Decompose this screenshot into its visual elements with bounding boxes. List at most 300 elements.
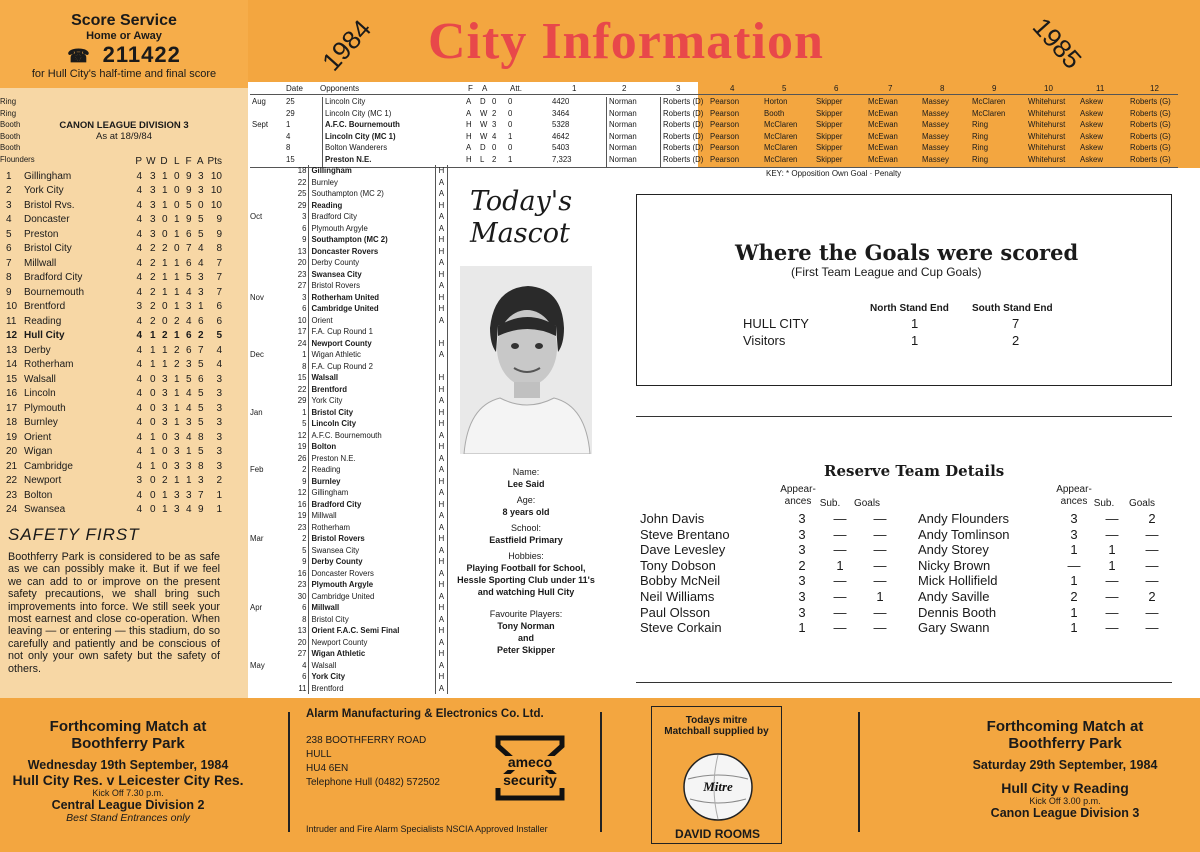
results-cell: 1 — [286, 120, 291, 130]
fixture-cell: H — [435, 372, 447, 384]
fixture-cell: A — [435, 683, 447, 695]
league-cell: 0 — [161, 446, 168, 458]
league-cell: 3 — [197, 185, 204, 197]
fixture-cell: Bradford City — [309, 499, 435, 511]
reserve-player-stat: — — [1105, 620, 1119, 636]
goals-title: Where the Goals were scored — [735, 240, 1079, 265]
league-col-header: W — [146, 156, 156, 167]
fixture-cell — [248, 487, 282, 499]
fixture-row — [248, 177, 448, 189]
fixture-cell: Derby County — [309, 257, 435, 269]
footer-divider — [600, 712, 602, 832]
fixture-cell: Apr — [250, 603, 263, 613]
fixture-cell — [248, 476, 282, 488]
fixture-cell: May — [250, 660, 265, 670]
league-cell: 1 — [149, 330, 156, 342]
fixture-row — [248, 568, 448, 580]
reserve-player-stat: — — [1145, 620, 1159, 636]
league-cell: 1 — [173, 330, 180, 342]
fixture-cell: Plymouth Argyle — [309, 579, 435, 591]
reserve-player-stat: — — [833, 542, 847, 558]
league-cell: 6 — [185, 330, 192, 342]
reserve-player-name: John Davis — [640, 511, 705, 526]
score-service-panel — [0, 0, 248, 88]
league-cell: 9 — [216, 228, 222, 240]
results-col-header: 6 — [834, 84, 839, 93]
results-cell: Ring — [972, 143, 989, 153]
fixture-cell — [248, 545, 282, 557]
league-cell: 3 — [173, 460, 180, 472]
league-cell: 1 — [185, 475, 192, 487]
results-cell: Roberts (D) — [660, 120, 703, 132]
league-cell: 1 — [149, 431, 156, 443]
league-cell: 1 — [161, 257, 168, 269]
goals-team: HULL CITY — [743, 316, 809, 331]
reserve-player-stat: 3 — [798, 604, 806, 620]
results-cell: D — [480, 143, 486, 153]
league-cell: 2 — [149, 301, 156, 313]
results-cell: Lincoln City — [322, 97, 365, 109]
fixture-cell: 19 — [297, 442, 307, 452]
fixture-cell: Bolton — [309, 441, 435, 453]
results-cell: 15 — [286, 155, 295, 164]
league-cell: 2 — [149, 286, 156, 298]
reserve-player-stat: — — [833, 604, 847, 620]
league-cell: 0 — [173, 243, 180, 255]
fixture-cell: H — [435, 579, 447, 591]
goals-north-header: North Stand End — [870, 303, 949, 314]
fixture-cell: H — [435, 648, 447, 660]
fixture-cell: H — [435, 556, 447, 568]
fixture-cell: H — [435, 234, 447, 246]
league-cell: 0 — [161, 214, 168, 226]
results-cell: H — [466, 155, 472, 164]
results-cell: Askew — [1080, 120, 1103, 130]
results-col-header: 5 — [782, 84, 787, 93]
league-row — [4, 300, 224, 315]
mascot-portrait-icon — [460, 266, 592, 454]
fm-left-competition: Central League Division 2 — [51, 798, 205, 812]
results-cell: Lincoln City (MC 1) — [322, 109, 391, 121]
league-team-name: Reading — [24, 315, 62, 327]
reserve-player-stat: 3 — [798, 511, 806, 526]
fixture-cell: Swansea City — [309, 269, 435, 281]
league-cell: 19 — [6, 431, 18, 443]
league-cell: 6 — [216, 301, 222, 313]
fixture-cell: Orient F.A.C. Semi Final — [309, 625, 435, 637]
results-cell: McEwan — [868, 131, 898, 141]
fixture-cell: A — [435, 280, 447, 292]
goals-team: Visitors — [743, 333, 786, 348]
fixture-cell — [248, 671, 282, 683]
results-cell: 2 — [492, 155, 497, 164]
fixture-cell: A — [435, 430, 447, 442]
league-team-name: Hull City — [24, 330, 65, 342]
fixture-row — [248, 476, 448, 488]
footer-divider — [288, 712, 290, 832]
league-cell: 5 — [6, 228, 12, 240]
results-cell: McClaren — [764, 131, 798, 141]
league-cell: 1 — [149, 344, 156, 356]
league-cell: 5 — [185, 373, 192, 385]
divider — [636, 416, 1172, 417]
league-team-name: Bradford City — [24, 272, 83, 284]
league-col-header: Pts — [207, 156, 222, 167]
league-cell: 4 — [197, 257, 204, 269]
results-cell: Whitehurst — [1028, 131, 1066, 141]
ameco-shield-icon — [490, 728, 570, 808]
fixture-cell — [248, 372, 282, 384]
fixture-cell: 3 — [302, 292, 307, 302]
league-team-name: Millwall — [24, 257, 57, 269]
forthcoming-match-right — [940, 718, 1190, 820]
results-col-header: A — [482, 84, 488, 93]
league-cell: 4 — [136, 344, 143, 356]
fixture-cell: Newport County — [309, 338, 435, 350]
matchball-sponsor — [651, 706, 782, 844]
league-cell: 9 — [216, 214, 222, 226]
results-cell: 0 — [492, 143, 497, 153]
fixture-cell — [248, 556, 282, 568]
results-cell: Massey — [922, 120, 949, 130]
results-col-header: 10 — [1044, 84, 1053, 93]
reserve-player-stat: 2 — [1070, 589, 1078, 604]
league-cell: 4 — [136, 170, 143, 182]
results-cell: W — [480, 120, 488, 130]
results-cell: Bolton Wanderers — [322, 143, 387, 155]
fixture-cell: 27 — [297, 281, 307, 291]
league-cell: 2 — [173, 315, 180, 327]
score-service-number — [0, 42, 248, 68]
fixture-cell: 20 — [297, 258, 307, 268]
fixture-cell — [248, 568, 282, 580]
fixture-cell: 19 — [297, 511, 307, 521]
fixture-cell: 23 — [297, 522, 307, 532]
goals-south-value: 2 — [1012, 333, 1020, 348]
reserve-col-header: Sub. — [1093, 498, 1115, 509]
league-cell: 4 — [197, 243, 204, 255]
league-cell: 16 — [6, 388, 18, 400]
reserve-player-name: Paul Olsson — [640, 604, 711, 620]
results-cell: McClaren — [764, 143, 798, 153]
fixture-cell: Orient — [309, 315, 435, 327]
league-cell: 3 — [173, 489, 180, 501]
fixture-cell — [248, 303, 282, 315]
score-phone-number: 211422 — [102, 42, 181, 67]
fixture-cell: Jan — [250, 407, 263, 417]
fixture-cell: Burnley — [309, 476, 435, 488]
fixture-cell: A — [435, 522, 447, 534]
league-cell: 4 — [136, 504, 143, 516]
fixture-cell: 2 — [302, 465, 307, 475]
results-cell: W — [480, 131, 488, 141]
league-cell: 1 — [185, 446, 192, 458]
results-cell: Askew — [1080, 108, 1103, 118]
fixture-cell: 18 — [297, 166, 307, 176]
fixture-cell: Walsall — [309, 372, 435, 384]
results-cell: Whitehurst — [1028, 120, 1066, 130]
reserve-player-stat: — — [833, 511, 847, 526]
fixture-cell: 27 — [297, 649, 307, 659]
results-month: Sept — [252, 120, 269, 130]
results-cell: Norman — [606, 132, 637, 144]
league-cell: 1 — [161, 504, 168, 516]
league-cell: 3 — [149, 185, 156, 197]
league-cell: 3 — [197, 286, 204, 298]
league-cell: 23 — [6, 489, 18, 501]
phone-icon: ☎ — [67, 46, 91, 66]
league-cell: 2 — [149, 315, 156, 327]
results-cell: Askew — [1080, 143, 1103, 153]
results-cell: Whitehurst — [1028, 108, 1066, 118]
fixture-cell — [248, 648, 282, 660]
results-cell: Skipper — [816, 143, 843, 153]
league-cell: 4 — [216, 359, 222, 371]
league-team-name: Preston — [24, 228, 59, 240]
results-cell: Skipper — [816, 155, 843, 164]
results-cell: Norman — [606, 109, 637, 121]
fixture-cell: 30 — [297, 591, 307, 601]
fixture-row — [248, 395, 448, 407]
reserve-player-stat: 1 — [1070, 542, 1078, 558]
league-cell: 3 — [216, 431, 222, 443]
fixture-row — [248, 510, 448, 522]
matchball-supplied: Matchball supplied by — [664, 726, 769, 737]
mascot-title — [470, 186, 572, 250]
fixture-cell: Southampton (MC 2) — [309, 234, 435, 246]
results-cell: 0 — [492, 97, 497, 106]
league-cell: 1 — [161, 185, 168, 197]
reserve-player-stat: — — [1145, 526, 1159, 542]
fixture-cell: A — [435, 464, 447, 476]
fixture-cell: 29 — [297, 396, 307, 406]
results-cell: Roberts (D) — [660, 155, 703, 167]
results-cell: Skipper — [816, 131, 843, 141]
league-cell: 5 — [197, 214, 204, 226]
score-service-desc: for Hull City's half-time and final score — [31, 68, 217, 80]
fixture-row — [248, 407, 448, 419]
fixture-cell: H — [435, 292, 447, 304]
fixture-cell — [435, 361, 447, 373]
fixture-cell: York City — [309, 671, 435, 683]
fixture-cell: Millwall — [309, 510, 435, 522]
fixture-row — [248, 533, 448, 545]
fixture-cell: Wigan Athletic — [309, 349, 435, 361]
league-cell: 4 — [136, 417, 143, 429]
league-row — [4, 329, 224, 344]
fixture-row — [248, 200, 448, 212]
season-year-start: 1984 — [316, 13, 378, 77]
league-cell: 3 — [161, 417, 168, 429]
results-cell: 1 — [508, 155, 513, 164]
league-cell: 3 — [173, 431, 180, 443]
ameco-logo-text-2: security — [503, 772, 557, 788]
fixture-cell: A — [435, 568, 447, 580]
mascot-age-label: Age: — [516, 495, 536, 505]
league-header-row — [4, 154, 224, 169]
results-cell: H — [466, 131, 472, 141]
league-cell: 4 — [185, 504, 192, 516]
league-cell: 3 — [161, 373, 168, 385]
league-cell: 1 — [161, 199, 168, 211]
league-cell: 11 — [6, 315, 17, 327]
fixture-cell — [248, 637, 282, 649]
reserve-player-name: Steve Corkain — [640, 620, 722, 636]
league-cell: 3 — [185, 460, 192, 472]
reserve-player-stat: 1 — [1070, 620, 1078, 636]
league-cell: 2 — [149, 257, 156, 269]
safety-text: Boothferry Park is considered to be as safe as we can possibly make it. But if we feel we can add to or improve on the present safety precautions, we shall bring such improvements into force. We still seek your most earnest and close co-operation. When leaving — or entering — this stadium, do so carefully and patiently and be conscious of not only your own safety but the safety of others. — [8, 551, 220, 675]
fixture-cell: 3 — [302, 212, 307, 222]
reserve-player-stat: — — [1145, 557, 1159, 573]
fm-left-date: Wednesday 19th September, 1984 — [27, 758, 229, 772]
reserve-player-name: Nicky Brown — [918, 557, 991, 573]
league-team-name: Bristol City — [24, 243, 72, 255]
mascot-fav-label: Favourite Players: — [489, 609, 563, 619]
fixture-row — [248, 441, 448, 453]
mascot-name: Lee Said — [507, 479, 545, 489]
fixture-cell — [248, 579, 282, 591]
fixture-cell: 5 — [302, 419, 307, 429]
divider — [636, 682, 1172, 683]
fixture-row — [248, 499, 448, 511]
league-title: CANON LEAGUE DIVISION 3 — [59, 120, 189, 131]
results-cell: Roberts (G) — [1130, 108, 1171, 118]
league-cell: 5 — [185, 199, 192, 211]
fixture-row — [248, 556, 448, 568]
fixture-cell: Rotherham United — [309, 292, 435, 304]
reserve-player-stat: — — [833, 620, 847, 636]
league-cell: 20 — [6, 446, 18, 458]
fixture-cell: H — [435, 407, 447, 419]
fixture-cell: H — [435, 269, 447, 281]
results-cell: W — [480, 108, 488, 118]
league-cell: 4 — [136, 214, 143, 226]
league-cell: 4 — [136, 388, 143, 400]
reserve-player-stat: — — [873, 511, 887, 526]
league-cell: 3 — [185, 417, 192, 429]
league-cell: 3 — [149, 199, 156, 211]
goals-box — [636, 194, 1172, 386]
fm-right-competition: Canon League Division 3 — [990, 806, 1140, 820]
reserve-player-stat: 3 — [798, 526, 806, 542]
fixture-cell: Lincoln City — [309, 418, 435, 430]
results-col-header: Opponents — [320, 84, 360, 93]
results-cell: Pearson — [710, 155, 740, 164]
fixture-cell: 11 — [298, 683, 307, 693]
league-row — [4, 285, 224, 300]
ball-brand-text: Mitre — [703, 779, 733, 794]
reserve-player-stat: — — [1067, 557, 1081, 573]
league-cell: 1 — [161, 489, 168, 501]
league-cell: 5 — [216, 330, 222, 342]
fixture-cell: A — [435, 395, 447, 407]
fixture-cell: Rotherham — [309, 522, 435, 534]
fixture-cell: A — [435, 211, 447, 223]
results-cell: 3 — [492, 120, 497, 130]
reserve-player-stat: — — [1105, 511, 1119, 526]
fixture-cell: Dec — [250, 350, 264, 360]
fixture-cell: Bristol Rovers — [309, 280, 435, 292]
mascot-info — [452, 462, 600, 656]
league-row — [4, 227, 224, 242]
league-cell: 1 — [173, 402, 180, 414]
results-cell: Massey — [922, 143, 949, 153]
reserve-player-stat: 1 — [876, 589, 884, 604]
results-cell: Lincoln City (MC 1) — [322, 132, 396, 144]
league-cell: 9 — [185, 214, 192, 226]
fixture-cell — [435, 326, 447, 338]
league-cell: 5 — [197, 228, 204, 240]
league-cell: 1 — [173, 228, 180, 240]
mascot-fav-1: Tony Norman — [497, 621, 555, 631]
fixture-row — [248, 430, 448, 442]
fixture-row — [248, 349, 448, 361]
fixture-row — [248, 683, 448, 695]
reserve-player-name: Tony Dobson — [640, 557, 716, 573]
fixture-cell — [248, 625, 282, 637]
league-team-name: Cambridge — [24, 460, 73, 472]
fixture-cell — [248, 200, 282, 212]
league-cell: 7 — [197, 344, 204, 356]
results-cell: 5328 — [552, 120, 570, 130]
fixture-cell: A — [435, 349, 447, 361]
score-service-subtitle: Home or Away — [86, 30, 162, 42]
fixture-row — [248, 487, 448, 499]
league-cell: 1 — [161, 170, 168, 182]
fixture-row — [248, 361, 448, 373]
fixture-cell: H — [435, 418, 447, 430]
results-cell: Norman — [606, 97, 637, 109]
results-cell: Roberts (D) — [660, 132, 703, 144]
league-cell: 1 — [6, 170, 12, 182]
results-cell: 4420 — [552, 97, 570, 106]
fixture-cell — [248, 430, 282, 442]
results-cell: Ring — [972, 155, 989, 164]
league-cell: 6 — [197, 315, 204, 327]
results-cell: Flounders — [0, 155, 35, 164]
fixture-cell: 9 — [302, 235, 307, 245]
fixture-cell: Reading — [309, 200, 435, 212]
league-cell: 0 — [149, 373, 156, 385]
fixture-cell: 9 — [302, 476, 307, 486]
league-cell: 3 — [173, 504, 180, 516]
league-team-name: Bristol Rvs. — [24, 199, 75, 211]
reserve-player-name: Neil Williams — [640, 589, 715, 604]
fixture-cell: 2 — [302, 534, 307, 544]
fixture-row — [248, 418, 448, 430]
fixture-row — [248, 614, 448, 626]
fixture-row — [248, 602, 448, 614]
league-cell: 2 — [173, 359, 180, 371]
fixture-cell — [248, 326, 282, 338]
league-row — [4, 184, 224, 199]
reserve-player-stat: 3 — [1070, 511, 1078, 526]
reserve-player-stat: — — [1105, 526, 1119, 542]
league-cell: 7 — [6, 257, 12, 269]
fixture-row — [248, 522, 448, 534]
fixture-cell: 23 — [297, 580, 307, 590]
league-cell: 4 — [136, 286, 143, 298]
reserve-col-header: Sub. — [819, 498, 841, 509]
fixture-cell: Plymouth Argyle — [309, 223, 435, 235]
league-cell: 9 — [185, 170, 192, 182]
fixture-cell: 23 — [297, 269, 307, 279]
fixture-cell: 8 — [302, 361, 307, 371]
fixture-cell: 6 — [302, 223, 307, 233]
results-cell: Massey — [922, 131, 949, 141]
league-cell: 9 — [197, 504, 204, 516]
